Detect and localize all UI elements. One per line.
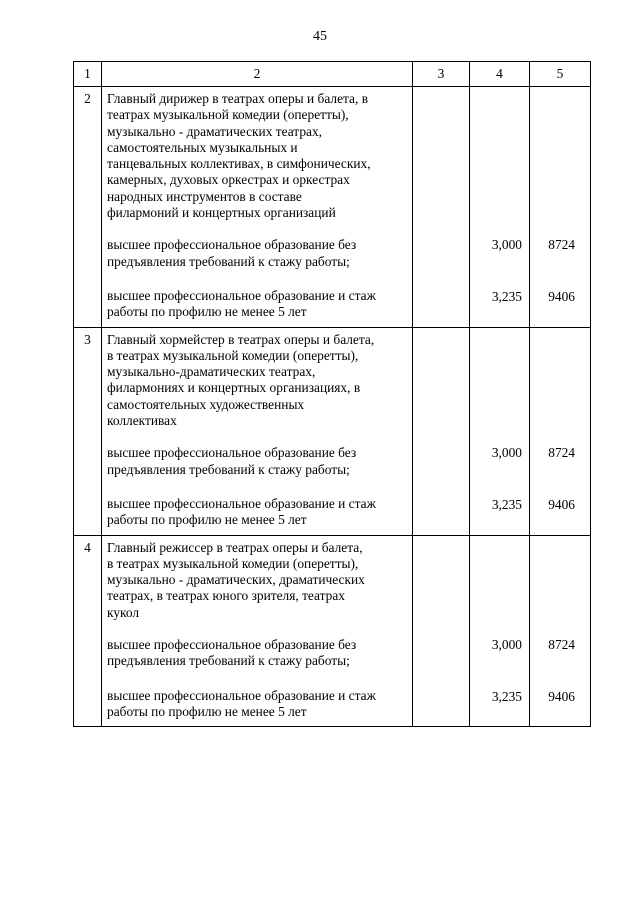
salary-value: 8724 [548,237,575,253]
position-title-line: театрах музыкальной комедии (оперетты), [107,107,349,123]
position-title-line: самостоятельных художественных [107,396,305,412]
empty-cell [413,535,470,727]
position-title-line: камерных, духовых оркестрах и оркестрах [107,172,350,188]
requirement-line: высшее профессиональное образование без [107,445,357,461]
coefficient-value: 3,235 [491,289,522,305]
salary-value-cell [530,535,591,727]
position-title-line: в театрах музыкальной комедии (оперетты), [107,347,359,363]
position-title-line: театрах, в театрах юного зрителя, театрах [107,588,345,604]
table-row [74,87,591,328]
position-title-line: филармониях и концертных организациях, в [107,380,361,396]
row-number: 3 [74,327,102,535]
salary-value: 9406 [548,689,575,705]
position-title-line: самостоятельных музыкальных и [107,139,298,155]
row-number: 4 [74,535,102,727]
requirement-line: предъявления требований к стажу работы; [107,653,350,669]
header-cell: 5 [530,62,591,87]
requirement-line: высшее профессиональное образование и стаж [107,287,376,303]
position-title-line: в театрах музыкальной комедии (оперетты), [107,555,359,571]
requirement-line: работы по профилю не менее 5 лет [107,512,307,528]
header-cell: 4 [470,62,530,87]
requirement-line: предъявления требований к стажу работы; [107,461,350,477]
salary-table [73,61,591,727]
requirement-line: высшее профессиональное образование без [107,637,357,653]
header-cell: 2 [102,62,413,87]
row-number: 2 [74,87,102,328]
coefficient-value: 3,000 [491,237,522,253]
requirement-line: работы по профилю не менее 5 лет [107,304,307,320]
position-title-line: народных инструментов в составе [107,188,302,204]
coefficient-value-cell [470,327,530,535]
salary-value: 9406 [548,289,575,305]
requirement-line: высшее профессиональное образование без [107,237,357,253]
position-title-line: музыкально - драматических театрах, [107,123,322,139]
position-title-line: филармоний и концертных организаций [107,205,336,221]
position-description [102,327,413,535]
salary-value-cell [530,327,591,535]
coefficient-value: 3,000 [491,445,522,461]
empty-cell [413,327,470,535]
position-title-line: музыкально - драматических, драматических [107,572,365,588]
coefficient-value-cell [470,535,530,727]
requirement-line: предъявления требований к стажу работы; [107,253,350,269]
position-description [102,87,413,328]
position-title-line: Главный дирижер в театрах оперы и балета, в [107,91,369,106]
requirement-line: высшее профессиональное образование и стаж [107,687,376,703]
salary-value: 8724 [548,445,575,461]
coefficient-value: 3,235 [491,689,522,705]
position-title-line: танцевальных коллективах, в симфонических, [107,156,371,172]
page-number: 45 [313,29,327,44]
position-title-line: музыкально-драматических театрах, [107,364,316,380]
requirement-line: высшее профессиональное образование и стаж [107,495,376,511]
table-row [74,535,591,727]
position-title-line: кукол [107,604,140,620]
salary-value: 8724 [548,637,575,653]
coefficient-value-cell [470,87,530,328]
coefficient-value: 3,000 [491,637,522,653]
salary-value-cell [530,87,591,328]
position-description [102,535,413,727]
position-title-line: Главный режиссер в театрах оперы и балета, [107,539,363,555]
salary-value: 9406 [548,497,575,513]
coefficient-value: 3,235 [491,497,522,513]
header-cell: 3 [413,62,470,87]
position-title-line: коллективах [107,413,177,429]
header-cell: 1 [74,62,102,87]
table-row [74,327,591,535]
requirement-line: работы по профилю не менее 5 лет [107,703,307,719]
header-row [74,62,591,87]
empty-cell [413,87,470,328]
position-title-line: Главный хормейстер в театрах оперы и балета, [107,331,375,347]
